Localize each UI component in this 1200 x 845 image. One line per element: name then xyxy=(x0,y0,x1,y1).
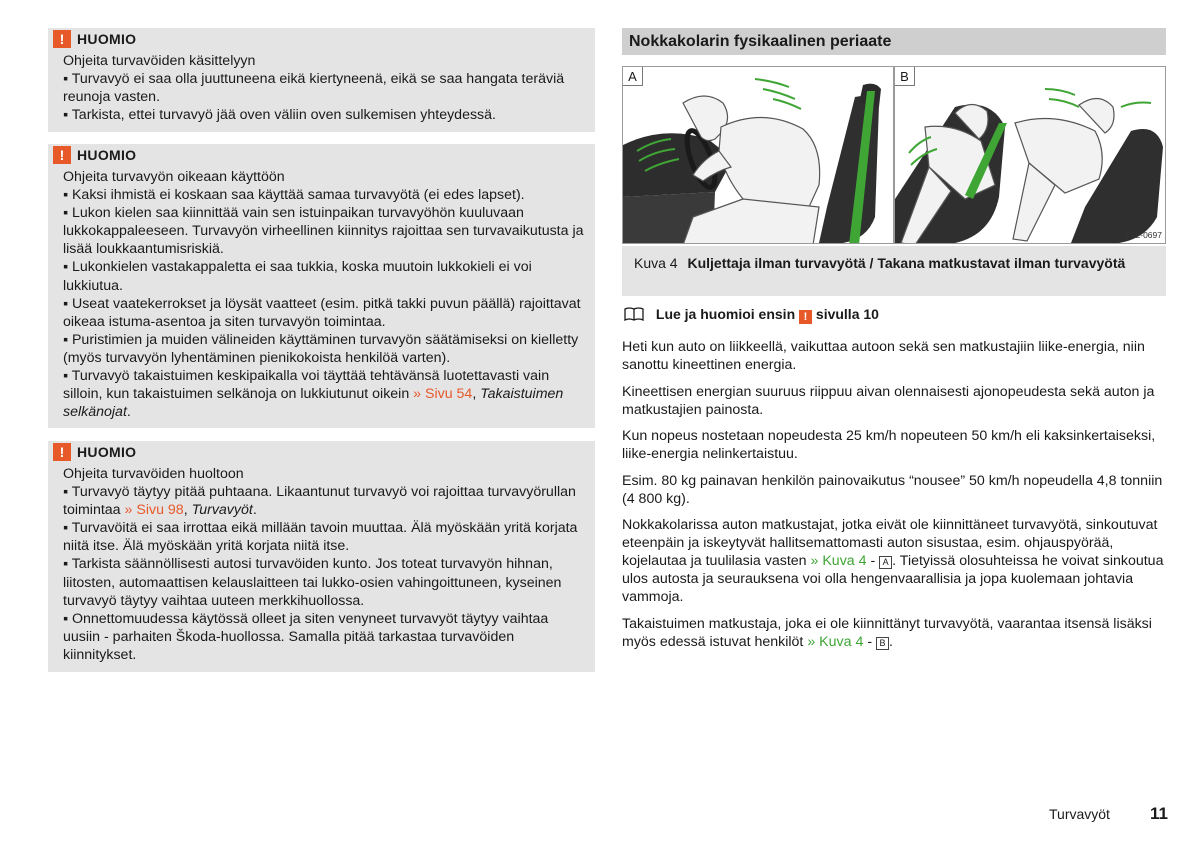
rear-passenger-illustration xyxy=(895,67,1166,244)
warning-item: ▪ Kaksi ihmistä ei koskaan saa käyttää samaa turvavyötä (ei edes lapset). xyxy=(63,187,525,204)
paragraph: Esim. 80 kg painavan henkilön painovaikutus “nousee” 50 km/h nopeudella 4,8 tonniin (4 800 kg). xyxy=(622,472,1163,507)
book-icon xyxy=(624,307,644,324)
warning-subtitle: Ohjeita turvavöiden käsittelyyn xyxy=(63,53,256,69)
reference-title: Turvavyöt xyxy=(191,502,253,519)
panel-ref-b: B xyxy=(876,637,889,650)
paragraph: Heti kun auto on liikkeellä, vaikuttaa autoon sekä sen matkustajiin liike-energia, niin sanottu kineettinen energia. xyxy=(622,339,1145,373)
figure-caption xyxy=(622,246,1166,296)
paragraph: Kineettisen energian suuruus riippuu aivan olennaisesti ajonopeudesta sekä auton ja matkustajien painosta. xyxy=(622,383,1155,418)
warning-item-text: ▪ Turvavyö täytyy pitää puhtaana. Likaantunut turvavyö voi rajoittaa turvavyörullan toimintaa xyxy=(63,484,576,519)
figure-code: B5L-0697 xyxy=(1125,230,1162,240)
paragraph xyxy=(622,516,1167,606)
reference-title: Takaistuimen selkänojat xyxy=(63,386,564,421)
separator: , xyxy=(472,386,477,403)
dash: - xyxy=(867,633,873,650)
dash: - xyxy=(870,553,876,569)
warning-item xyxy=(63,483,585,519)
read-first-prefix: Lue ja huomioi ensin xyxy=(655,306,796,322)
panel-label-a: A xyxy=(623,67,643,86)
section-title: Nokkakolarin fysikaalinen periaate xyxy=(629,33,892,50)
warning-box-1 xyxy=(48,28,595,132)
warning-icon: ! xyxy=(53,443,71,461)
warning-body xyxy=(48,50,595,130)
caption-text: Kuljettaja ilman turvavyötä / Takana matkustavat ilman turvavyötä xyxy=(687,255,1126,271)
warning-box-3 xyxy=(48,441,595,672)
warning-title: HUOMIO xyxy=(77,31,137,47)
warning-item xyxy=(63,367,585,421)
driver-illustration xyxy=(623,67,894,244)
figure-4 xyxy=(622,66,1166,244)
warning-header xyxy=(48,441,595,463)
warning-icon: ! xyxy=(53,30,71,48)
read-first-suffix: sivulla 10 xyxy=(815,306,879,322)
warning-item: ▪ Puristimien ja muiden välineiden käyttäminen turvavyön säätämiseksi on kielletty (myös turvavyön lyhentäminen pienikokoista henkilöä varten). xyxy=(63,331,579,366)
warning-item: ▪ Tarkista säännöllisesti autosi turvavöiden kunto. Jos toteat turvavyön hihnan, liitosten, automaattisen kelauslaitteen tai lukko-osien vahingoittuneen, kyseinen turvavyö täytyy vaihtaa uuteen merkkihuollossa. xyxy=(63,556,562,609)
sentence-end: . xyxy=(252,502,257,519)
sentence-end: . xyxy=(889,633,893,650)
footer-section: Turvavyöt xyxy=(1049,806,1110,822)
warning-item: ▪ Tarkista, ettei turvavyö jää oven väliin oven sulkemisen yhteydessä. xyxy=(63,107,496,124)
sentence-end: . xyxy=(126,404,131,421)
caption-number: Kuva 4 xyxy=(634,255,678,271)
warning-item: ▪ Lukon kielen saa kiinnittää vain sen istuinpaikan turvavyöhön kuuluvaan lukkokappaleeseen. Turvavyön virheellinen kiinnitys rajoittaa sen turvavaikutusta ja lisää loukkaantumisriskiä. xyxy=(63,205,584,258)
figure-link-4[interactable]: » Kuva 4 xyxy=(807,633,864,650)
page-link-54[interactable]: » Sivu 54 xyxy=(413,386,473,403)
separator: , xyxy=(183,502,188,519)
warning-title: HUOMIO xyxy=(77,147,137,163)
warning-icon: ! xyxy=(53,146,71,164)
paragraph xyxy=(622,615,1167,651)
panel-label-b: B xyxy=(895,67,915,86)
warning-body xyxy=(48,463,595,670)
figure-panel-b xyxy=(894,66,1166,244)
page-number: 11 xyxy=(1150,804,1168,823)
figure-link-4[interactable]: » Kuva 4 xyxy=(810,553,867,569)
panel-ref-a: A xyxy=(879,556,892,569)
paragraph-text: Nokkakolarissa auton matkustajat, jotka eivät ole kiinnittäneet turvavyötä, sinkoutuvat eteenpäin ja iskeytyvät hallitsemattomasti auton sisustaa, esim. ohjauspyörää, kojelautaa ja tuulilasia vasten xyxy=(622,517,1158,569)
warning-icon: ! xyxy=(799,310,812,324)
warning-body xyxy=(48,166,595,427)
section-header xyxy=(622,28,1166,55)
warning-header xyxy=(48,28,595,50)
paragraph: Kun nopeus nostetaan nopeudesta 25 km/h nopeuteen 50 km/h eli kaksinkertaiseksi, liike-energia nelinkertaistuu. xyxy=(622,428,1156,462)
warning-title: HUOMIO xyxy=(77,444,137,460)
body-text xyxy=(622,338,1167,659)
paragraph-text: . Tietyissä olosuhteissa he voivat sinkoutua ulos autosta ja seurauksena voi olla hengenvaarallisia ja jopa kuolemaan johtavia vammoja. xyxy=(622,553,1164,605)
read-first-note xyxy=(624,306,879,324)
page-link-98[interactable]: » Sivu 98 xyxy=(124,502,184,519)
warning-subtitle: Ohjeita turvavöiden huoltoon xyxy=(63,466,244,482)
warning-subtitle: Ohjeita turvavyön oikeaan käyttöön xyxy=(63,169,285,185)
warning-item: ▪ Turvavöitä ei saa irrottaa eikä millään tavoin muuttaa. Älä myöskään yritä korjata niitä itse. Älä myöskään yritä korjata niitä itse. xyxy=(63,520,578,555)
warning-box-2 xyxy=(48,144,595,428)
warning-item: ▪ Turvavyö ei saa olla juuttuneena eikä kiertyneenä, eikä se saa hangata teräviä reunoja vasten. xyxy=(63,71,565,106)
warning-header xyxy=(48,144,595,166)
figure-panel-a xyxy=(622,66,894,244)
warning-item-text: ▪ Turvavyö takaistuimen keskipaikalla voi täyttää tehtävänsä luotettavasti vain silloin, kun takaistuimen selkänoja on lukkiutunut oikein xyxy=(63,368,550,403)
paragraph-text: Takaistuimen matkustaja, joka ei ole kiinnittänyt turvavyötä, vaarantaa itsensä lisäksi myös edessä istuvat henkilöt xyxy=(622,615,1152,650)
warning-item: ▪ Lukonkielen vastakappaletta ei saa tukkia, koska muutoin lukkokieli ei voi lukkiutua. xyxy=(63,259,532,294)
warning-item: ▪ Useat vaatekerrokset ja löysät vaatteet (esim. pitkä takki puvun päällä) rajoittavat oikeaa istuma-asentoa ja siten turvavyön toimintaa. xyxy=(63,295,581,330)
warning-item: ▪ Onnettomuudessa käytössä olleet ja siten venyneet turvavyöt täytyy vaihtaa uusiin - parhaiten Škoda-huollossa. Samalla pitää tarkastaa turvavöiden kiinnitykset. xyxy=(63,610,549,663)
